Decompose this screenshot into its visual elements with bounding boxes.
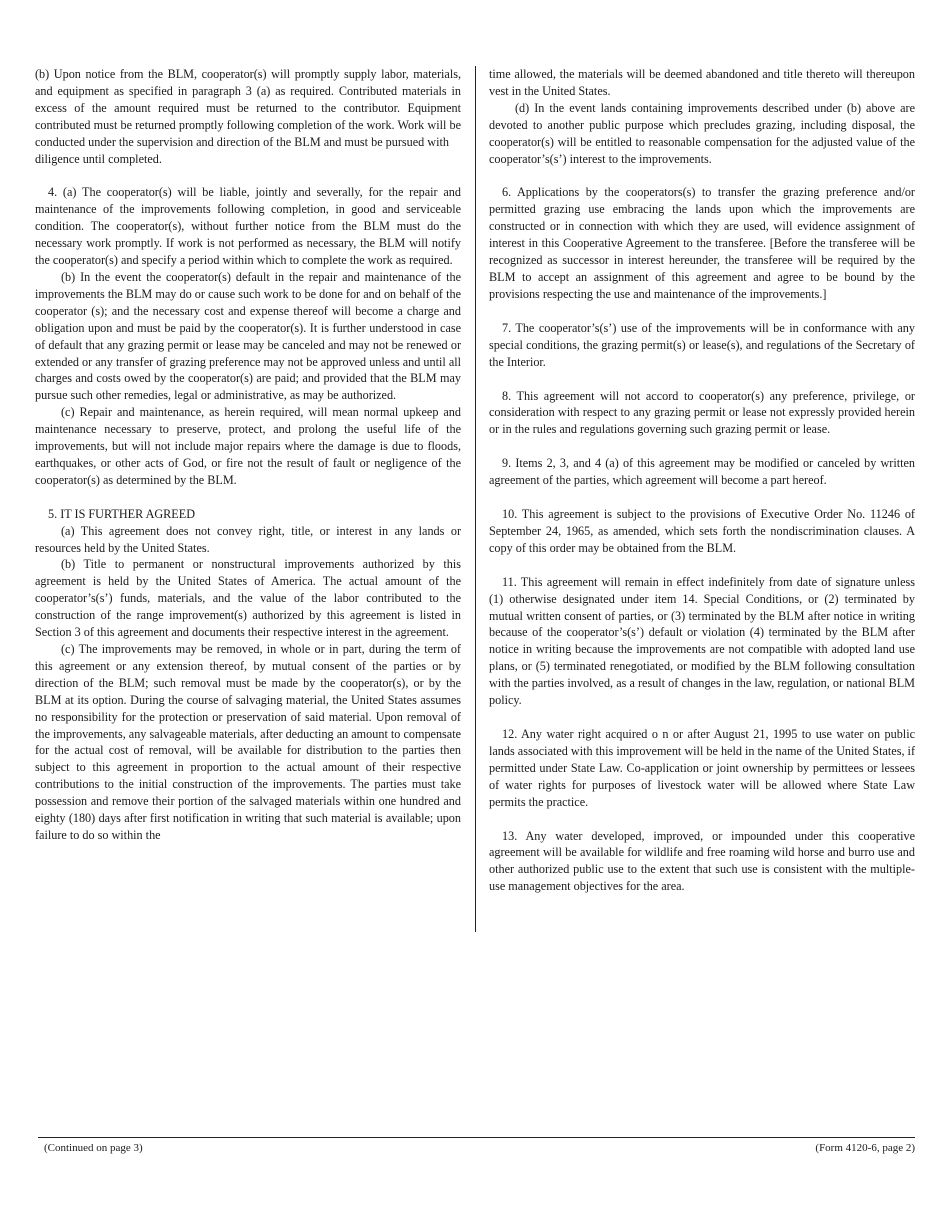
paragraph-6: 6. Applications by the cooperators(s) to transfer the grazing preference and/or permitted grazing use embracing the lands upon which the improvements are constructed or in connection with which they are used, will evidence assignment of interest in this Cooperative Agreement to the transferee. [Before the transferee will be recognized as successor in interest hereunder, the transferee will be required by the BLM to accept an assignment of this agreement and agree to be bound by the provisions respecting the use and maintenance of the improvements.] bbox=[489, 185, 915, 301]
paragraph-7: 7. The cooperator’s(s’) use of the improvements will be in conformance with any special conditions, the grazing permit(s) or lease(s), and regulations of the Secretary of the Interior. bbox=[489, 320, 915, 369]
footer-rule bbox=[38, 1137, 915, 1138]
paragraph-5a: (a) This agreement does not convey right, title, or interest in any lands or resources held by the United States. bbox=[35, 523, 461, 555]
form-reference: (Form 4120-6, page 2) bbox=[815, 1142, 915, 1154]
paragraph-5d: (d) In the event lands containing improvements described under (b) above are devoted to another public purpose which precludes grazing, including disposal, the cooperator(s) will be entitled to reasonable compensation for the adjusted value of the cooperator’s(s’) interest to the improvements. bbox=[489, 100, 915, 166]
paragraph-12: 12. Any water right acquired o n or after August 21, 1995 to use water on public lands associated with this improvement will be held in the name of the United States, if permitted under State Law. Co-application or joint ownership by permittees or lessees of water rights for purposes of livestock water will be allowed where State Law permits the practice. bbox=[489, 727, 915, 809]
paragraph-5c: (c) The improvements may be removed, in whole or in part, during the term of this agreement or any extension thereof, by mutual consent of the parties or by direction of the BLM; such removal must be made by the cooperator(s), or by the BLM at its option. During the course of salvaging material, the United States assumes no responsibility for the protection or preservation of said material. Upon removal of the improvements, any salvageable materials, after deducting an amount to compensate for the actual cost of removal, will be available for distribution to the parties then subject to this agreement in proportion to the actual amount of their respective contributions to the initial construction of the improvements. The parties must take possession and remove their portion of the salvaged materials within one hundred and eighty (180) days after first notification in writing that such material is available; upon failure to do so within the bbox=[35, 642, 461, 842]
paragraph-4a: 4. (a) The cooperator(s) will be liable, jointly and severally, for the repair and maintenance of the improvements following completion, in good and serviceable condition. The cooperator(s), without further notice from the BLM must do the necessary work promptly. If work is not performed as necessary, the BLM will notify the cooperator(s) and specify a period within which to complete the work as required. bbox=[35, 185, 461, 268]
paragraph-10: 10. This agreement is subject to the provisions of Executive Order No. 11246 of September 24, 1965, as amended, which sets forth the nondiscrimination clauses. A copy of this order may be obtained from the BLM. bbox=[489, 507, 915, 555]
continued-note: (Continued on page 3) bbox=[44, 1142, 143, 1154]
paragraph-3b-end: diligence until completed. bbox=[35, 151, 162, 166]
paragraph-8: 8. This agreement will not accord to cooperator(s) any preference, privilege, or consideration with respect to any grazing permit or lease not expressly provided herein or in the rules and regulations governing such grazing permit or lease. bbox=[489, 388, 915, 437]
section-5-heading: 5. IT IS FURTHER AGREED bbox=[48, 506, 195, 521]
column-divider bbox=[475, 66, 476, 932]
right-column bbox=[489, 66, 915, 895]
paragraph-3b: (b) Upon notice from the BLM, cooperator(s) will promptly supply labor, materials, and equipment as specified in paragraph 3 (a) as required. Contributed materials in excess of the amount required must be returned to the contributor. Equipment contributed must be returned promptly following completion of the work. Work will be conducted under the supervision and direction of the BLM and must be pursued with bbox=[35, 67, 461, 149]
paragraph-4b: (b) In the event the cooperator(s) default in the repair and maintenance of the improvements the BLM may do or cause such work to be done for and on behalf of the cooperator (s); and the necessary cost and expense thereof will become a charge and obligation upon and must be paid by the cooperator(s). It is further understood in case of default that any grazing permit or lease may be canceled and may not be renewed or extended or any transfer of grazing preference may not be approved unless and until all charges and costs owed by the cooperator(s) are paid; and provided that the BLM may pursue such other remedies, legal or administrative, as may be authorized. bbox=[35, 269, 461, 403]
paragraph-4c: (c) Repair and maintenance, as herein required, will mean normal upkeep and maintenance necessary to preserve, protect, and prolong the useful life of the improvements, but will not include major repairs where the damage is due to floods, earthquakes, or other acts of God, or fire not the result of fault or negligence of the cooperator(s) as determined by the BLM. bbox=[35, 405, 461, 487]
paragraph-13: 13. Any water developed, improved, or impounded under this cooperative agreement will be available for wildlife and free roaming wild horse and burro use and other authorized public use to the extent that such use is consistent with the multiple-use management objectives for the area. bbox=[489, 828, 915, 894]
paragraph-5b: (b) Title to permanent or nonstructural improvements authorized by this agreement is held by the United States of America. The actual amount of the cooperator’s(s’) funds, materials, and the value of the labor contributed to the construction of the range improvement(s) authorized by this agreement is listed in Section 3 of this agreement and documents their respective interest in the agreement. bbox=[35, 557, 461, 640]
paragraph-9: 9. Items 2, 3, and 4 (a) of this agreement may be modified or canceled by written agreement of the parties, which agreement will become a part hereof. bbox=[489, 456, 915, 488]
left-column bbox=[35, 66, 461, 844]
paragraph-5c-continued: time allowed, the materials will be deemed abandoned and title thereto will thereupon vest in the United States. bbox=[489, 67, 915, 98]
paragraph-11: 11. This agreement will remain in effect indefinitely from date of signature unless (1) otherwise designated under item 14. Special Conditions, or (2) terminated by mutual written consent of parties, or (3) terminated by the BLM after notice in writing because of the cooperator’s(s’) default or violation (4) terminated by the BLM after notice in writing because the improvements are not compatible with adopted land use plans, or (5) terminated renegotiated, or modified by the BLM following consultation with the parties involved, as a result of changes in the law, regulation, or national BLM policy. bbox=[489, 574, 915, 708]
